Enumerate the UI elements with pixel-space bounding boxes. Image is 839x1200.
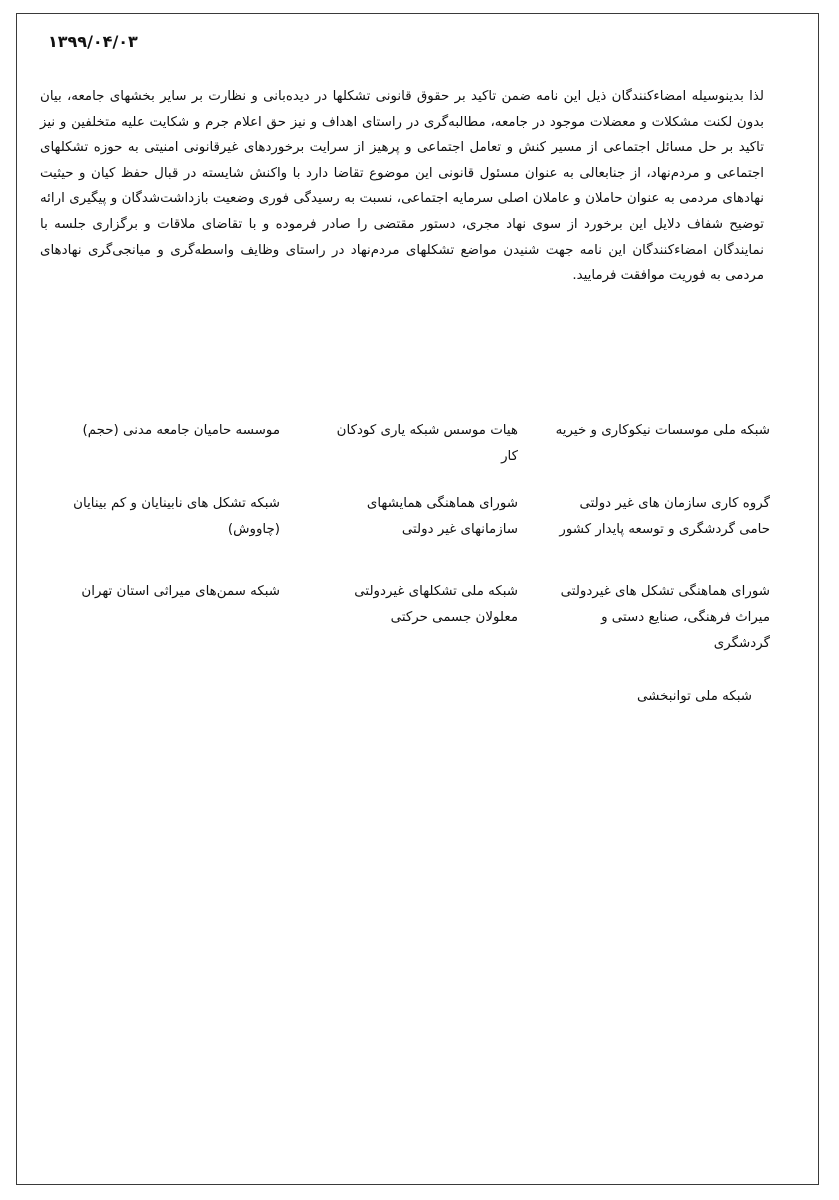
signatory-blind-network-chavosh: شبکه تشکل های نابینایان و کم بینایان (چاووش) [73,496,280,537]
signatory-national-rehabilitation-network: شبکه ملی توانبخشی [637,689,752,704]
signatory-physically-disabled-network: شبکه ملی تشکلهای غیردولتی معلولان جسمی حرکتی [354,584,518,625]
signatory-civil-society-supporters: موسسه حامیان جامعه مدنی (حجم) [82,423,280,438]
signatory-cultural-heritage-council: شورای هماهنگی تشکل های غیردولتی میراث فرهنگی، صنایع دستی و گردشگری [560,584,770,651]
letter-date: ۱۳۹۹/۰۴/۰۳ [48,32,138,51]
signatory-tourism-ngo-working-group: گروه کاری سازمان های غیر دولتی حامی گردشگری و توسعه پایدار کشور [559,496,770,537]
signatory-ngo-conference-council: شورای هماهنگی همایشهای سازمانهای غیر دولتی [366,496,518,537]
letter-body: لذا بدینوسیله امضاءکنندگان ذیل این نامه ضمن تاکید بر حقوق قانونی تشکلها در دیده‌بانی و نظارت بر سایر بخشهای جامعه، بیان بدون لکنت مشکلات و معضلات موجود در جامعه، مطالبه‌گری در راستای اهداف و نیز حق اعلام جرم و شکایت علیه متخلفین و نیز تاکید بر حل مسائل اجتماعی از مسیر کنش و تعامل اجتماعی و پرهیز از سرایت برخوردهای غیرقانونی امنیتی به حوزه تشکلهای اجتماعی و مردم‌نهاد، از جنابعالی به عنوان مسئول قانونی این موضوع تقاضا دارد با واکنش شایسته در قبال حفظ کیان و حیثیت نهادهای مردمی به عنوان حاملان و عاملان اصلی سرمایه اجتماعی، نسبت به رسیدگی فوری وضعیت بازداشت‌شدگان و پیگیری ارائه توضیح شفاف دلایل این برخورد از سوی نهاد مجری، دستور مقتضی را صادر فرموده و با تقاضای ملاقات و برگزاری جلسه با نمایندگان امضاءکنندگان این نامه جهت شنیدن مواضع تشکلهای مردم‌نهاد در راستای وظایف واسطه‌گری و میانجی‌گری نهادهای مردمی به فوریت موافقت فرمایید. [40,89,764,284]
signatory-national-charity-network: شبکه ملی موسسات نیکوکاری و خیریه [555,423,770,438]
signatory-tehran-heritage-ngo-network: شبکه سمن‌های میراثی استان تهران [81,584,280,599]
signatories-block [60,418,770,718]
signatory-child-labor-network: هیات موسس شبکه یاری کودکان کار [336,423,518,464]
